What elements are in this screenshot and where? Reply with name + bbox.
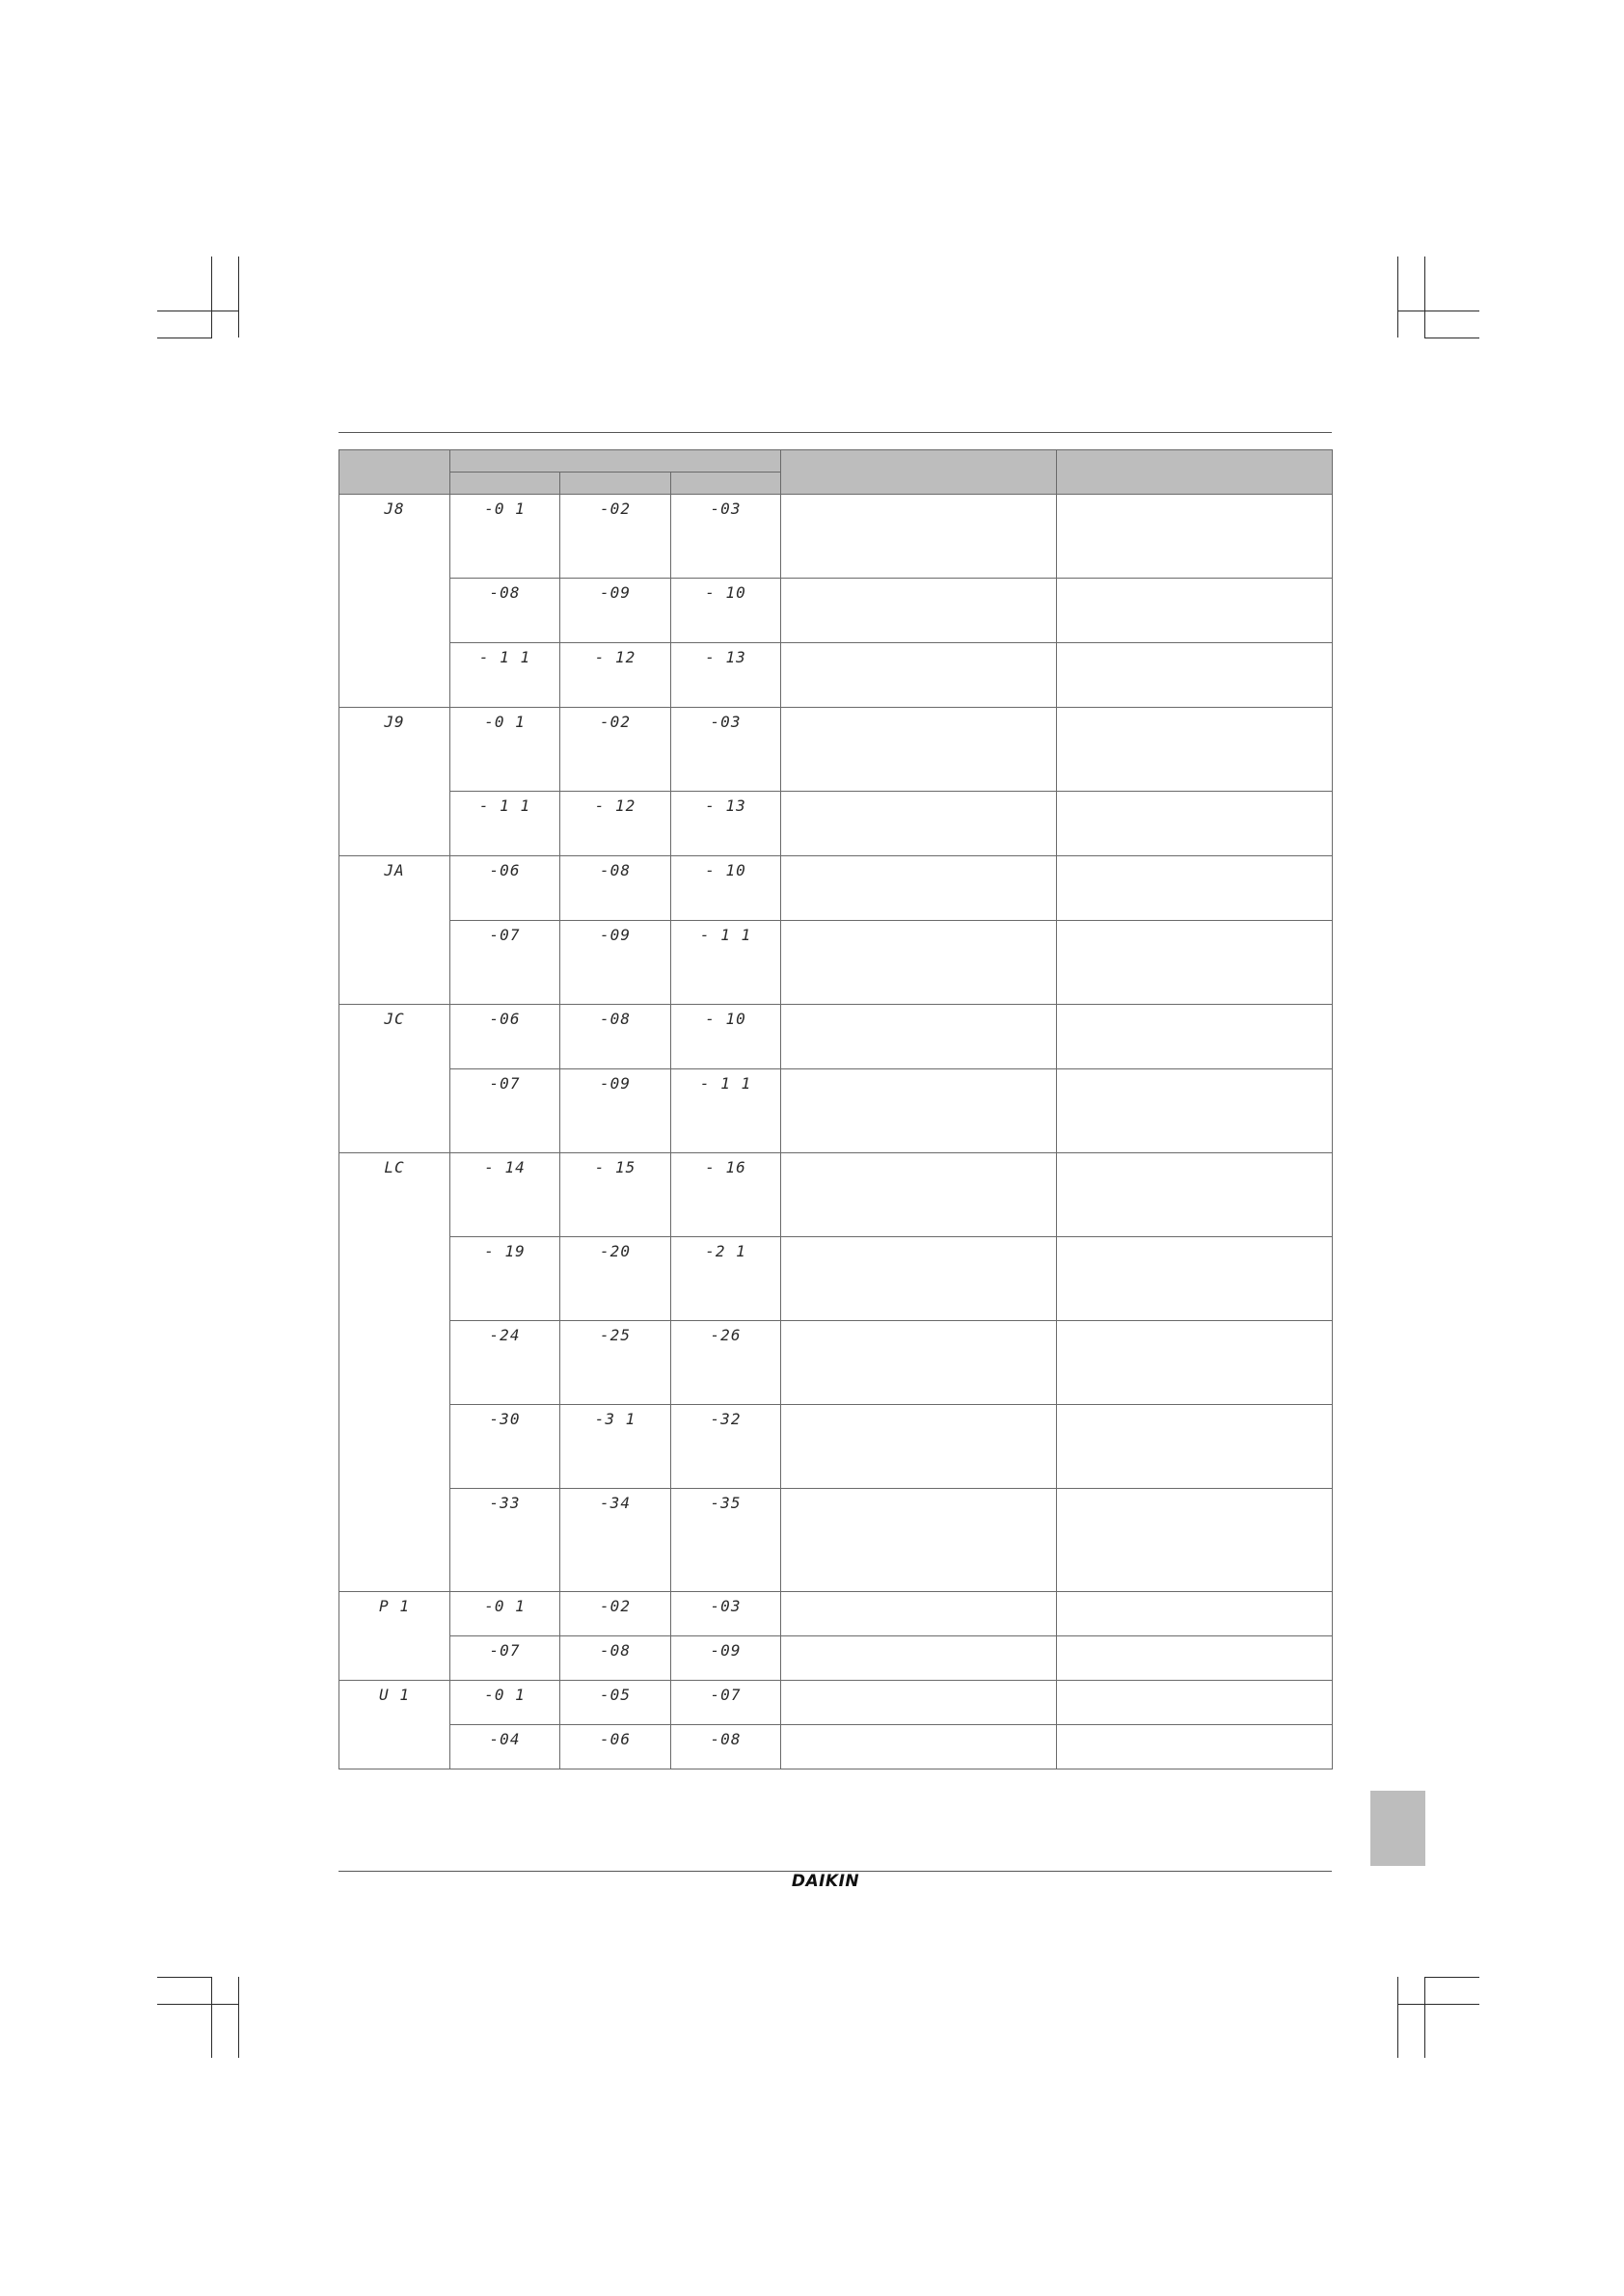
sub-code: -09 bbox=[560, 579, 671, 643]
column-a-cell bbox=[781, 1636, 1057, 1681]
sub-code: -32 bbox=[671, 1405, 781, 1489]
column-b-cell bbox=[1057, 1237, 1333, 1321]
sub-code: -34 bbox=[560, 1489, 671, 1592]
crop-mark bbox=[157, 1977, 212, 1978]
sub-code-header-3 bbox=[671, 473, 781, 495]
column-a-cell bbox=[781, 579, 1057, 643]
sub-code: -08 bbox=[560, 856, 671, 921]
column-b-cell bbox=[1057, 1489, 1333, 1592]
sub-code: - 1 1 bbox=[450, 792, 560, 856]
column-b-cell bbox=[1057, 643, 1333, 708]
column-a-cell bbox=[781, 1005, 1057, 1069]
column-a-cell bbox=[781, 1489, 1057, 1592]
main-code-header bbox=[339, 450, 450, 495]
sub-code: -06 bbox=[450, 1005, 560, 1069]
sub-code: -0 1 bbox=[450, 1681, 560, 1725]
daikin-logo: DAIKIN bbox=[791, 1872, 860, 1891]
sub-code: - 1 1 bbox=[671, 921, 781, 1005]
column-a-cell bbox=[781, 1592, 1057, 1636]
column-a-cell bbox=[781, 856, 1057, 921]
sub-code: -08 bbox=[450, 579, 560, 643]
sub-code: -20 bbox=[560, 1237, 671, 1321]
sub-code: -25 bbox=[560, 1321, 671, 1405]
column-b-cell bbox=[1057, 1405, 1333, 1489]
header-rule bbox=[338, 432, 1332, 433]
main-code: U 1 bbox=[339, 1681, 450, 1769]
sub-code: -03 bbox=[671, 708, 781, 792]
column-b-cell bbox=[1057, 1681, 1333, 1725]
column-b-cell bbox=[1057, 792, 1333, 856]
column-a-cell bbox=[781, 643, 1057, 708]
crop-mark bbox=[238, 1977, 239, 2058]
crop-mark bbox=[1424, 1977, 1425, 2058]
sub-code: -06 bbox=[450, 856, 560, 921]
main-code: J8 bbox=[339, 495, 450, 708]
column-a-cell bbox=[781, 1681, 1057, 1725]
sub-code: -30 bbox=[450, 1405, 560, 1489]
sub-code: - 14 bbox=[450, 1153, 560, 1237]
column-b-cell bbox=[1057, 1725, 1333, 1769]
crop-mark bbox=[211, 1977, 212, 2058]
sub-code: -0 1 bbox=[450, 708, 560, 792]
crop-mark bbox=[238, 257, 239, 338]
main-code: J9 bbox=[339, 708, 450, 856]
column-a-cell bbox=[781, 495, 1057, 579]
main-code: JA bbox=[339, 856, 450, 1005]
column-b-cell bbox=[1057, 708, 1333, 792]
sub-code: - 10 bbox=[671, 856, 781, 921]
sub-code: -08 bbox=[560, 1005, 671, 1069]
column-b-cell bbox=[1057, 1005, 1333, 1069]
column-b-cell bbox=[1057, 579, 1333, 643]
column-a-cell bbox=[781, 921, 1057, 1005]
column-a-cell bbox=[781, 1725, 1057, 1769]
sub-code: -26 bbox=[671, 1321, 781, 1405]
sub-code: -05 bbox=[560, 1681, 671, 1725]
sub-code: - 13 bbox=[671, 792, 781, 856]
sub-code: -0 1 bbox=[450, 1592, 560, 1636]
sub-code: -02 bbox=[560, 708, 671, 792]
sub-code: -33 bbox=[450, 1489, 560, 1592]
sub-code: -03 bbox=[671, 495, 781, 579]
sub-code: -03 bbox=[671, 1592, 781, 1636]
sub-code: - 10 bbox=[671, 1005, 781, 1069]
sub-code: -07 bbox=[450, 1636, 560, 1681]
sub-code: -02 bbox=[560, 1592, 671, 1636]
column-a-cell bbox=[781, 1405, 1057, 1489]
sub-code: - 19 bbox=[450, 1237, 560, 1321]
crop-mark bbox=[1424, 1977, 1479, 1978]
crop-mark bbox=[1397, 257, 1398, 338]
main-code: P 1 bbox=[339, 1592, 450, 1681]
sub-code: -09 bbox=[671, 1636, 781, 1681]
column-a-cell bbox=[781, 1153, 1057, 1237]
sub-code: -06 bbox=[560, 1725, 671, 1769]
sub-code: -3 1 bbox=[560, 1405, 671, 1489]
sub-code-header bbox=[450, 450, 781, 473]
column-b-cell bbox=[1057, 1321, 1333, 1405]
sub-code: - 16 bbox=[671, 1153, 781, 1237]
sub-code: - 1 1 bbox=[671, 1069, 781, 1153]
sub-code: -09 bbox=[560, 921, 671, 1005]
sub-code: -09 bbox=[560, 1069, 671, 1153]
sub-code: - 12 bbox=[560, 643, 671, 708]
column-b-cell bbox=[1057, 1592, 1333, 1636]
crop-mark bbox=[211, 257, 212, 338]
error-code-table bbox=[338, 449, 1333, 1769]
sub-code: -0 1 bbox=[450, 495, 560, 579]
column-b-cell bbox=[1057, 1636, 1333, 1681]
sub-code: -08 bbox=[560, 1636, 671, 1681]
sub-code-header-2 bbox=[560, 473, 671, 495]
sub-code-header-1 bbox=[450, 473, 560, 495]
main-code: LC bbox=[339, 1153, 450, 1592]
column-a-cell bbox=[781, 708, 1057, 792]
column-a-cell bbox=[781, 1237, 1057, 1321]
main-code: JC bbox=[339, 1005, 450, 1153]
crop-mark bbox=[157, 2004, 239, 2005]
sub-code: -24 bbox=[450, 1321, 560, 1405]
sub-code: - 12 bbox=[560, 792, 671, 856]
sub-code: - 10 bbox=[671, 579, 781, 643]
column-b-header bbox=[1057, 450, 1333, 495]
column-b-cell bbox=[1057, 921, 1333, 1005]
sub-code: -07 bbox=[450, 921, 560, 1005]
column-a-header bbox=[781, 450, 1057, 495]
sub-code: -02 bbox=[560, 495, 671, 579]
sub-code: - 13 bbox=[671, 643, 781, 708]
column-a-cell bbox=[781, 792, 1057, 856]
column-b-cell bbox=[1057, 1069, 1333, 1153]
column-b-cell bbox=[1057, 856, 1333, 921]
sub-code: -07 bbox=[671, 1681, 781, 1725]
crop-mark bbox=[1397, 1977, 1398, 2058]
sub-code: -08 bbox=[671, 1725, 781, 1769]
sub-code: - 15 bbox=[560, 1153, 671, 1237]
chapter-tab bbox=[1370, 1791, 1425, 1866]
sub-code: -07 bbox=[450, 1069, 560, 1153]
crop-mark bbox=[1424, 257, 1425, 338]
column-a-cell bbox=[781, 1069, 1057, 1153]
crop-mark bbox=[1397, 2004, 1479, 2005]
sub-code: -35 bbox=[671, 1489, 781, 1592]
column-b-cell bbox=[1057, 495, 1333, 579]
sub-code: -04 bbox=[450, 1725, 560, 1769]
sub-code: - 1 1 bbox=[450, 643, 560, 708]
column-b-cell bbox=[1057, 1153, 1333, 1237]
column-a-cell bbox=[781, 1321, 1057, 1405]
sub-code: -2 1 bbox=[671, 1237, 781, 1321]
